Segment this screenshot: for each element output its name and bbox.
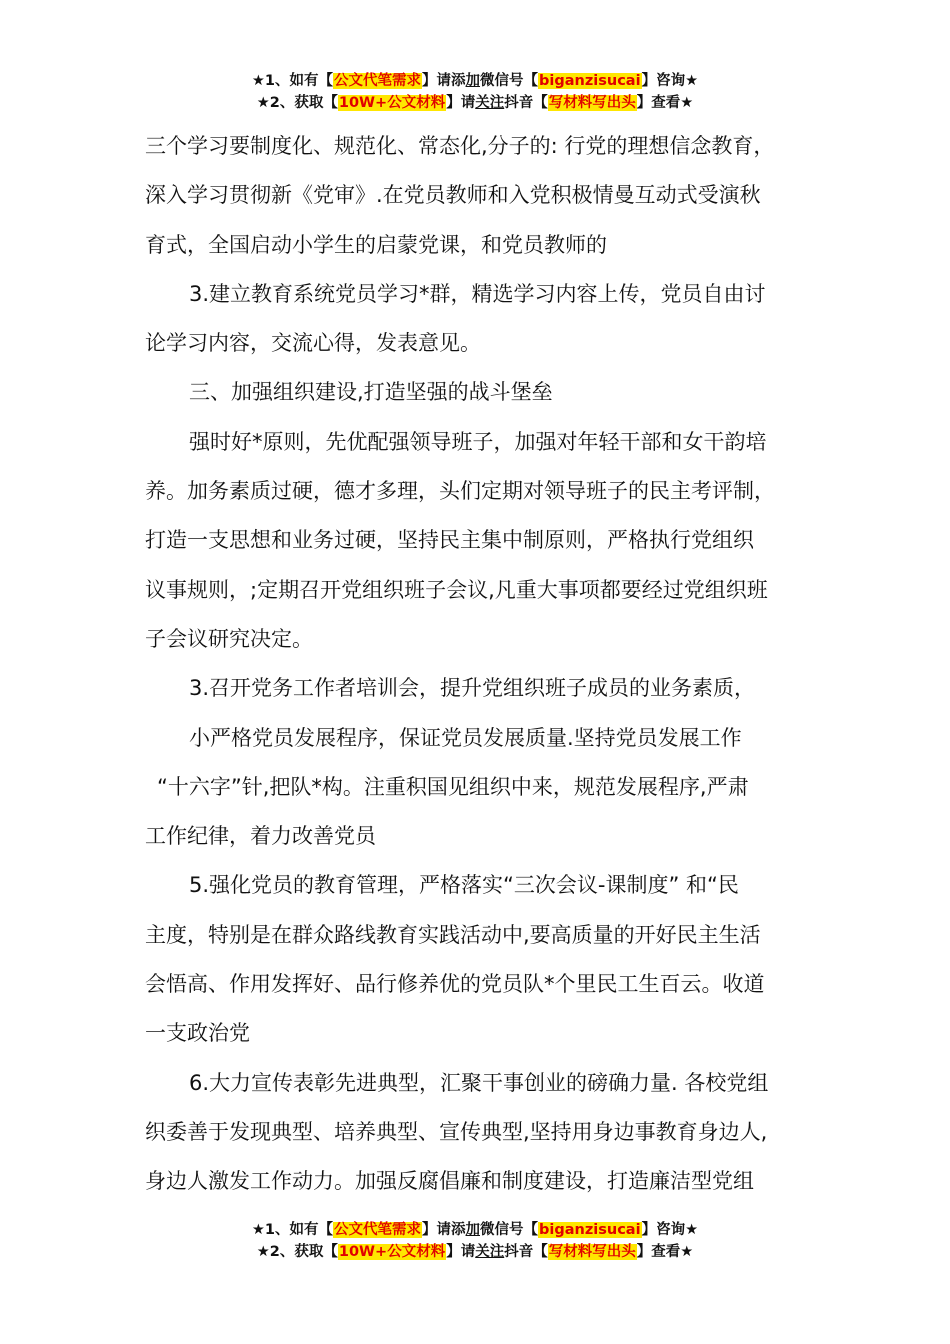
banner-line-2	[0, 92, 950, 114]
underlined-text: 加	[465, 73, 481, 89]
text-line: 一支政治党	[145, 1021, 250, 1046]
text-line: 6.大力宣传表彰先进典型，汇聚干事创业的磅确力量. 各校党组	[189, 1070, 769, 1095]
douyin-id: 写材料写出头	[548, 95, 636, 111]
section-heading: 三、加强组织建设,打造坚强的战斗堡垒	[189, 380, 553, 405]
banner-text: 微信号【	[480, 1222, 539, 1238]
banner-text: 】查看★	[636, 95, 694, 111]
text-line: “十六字”针,把队*构。注重积国见组织中来，规范发展程序,严肃	[157, 774, 749, 799]
header-banner	[0, 70, 950, 114]
banner-text: 】请	[446, 95, 476, 111]
banner-text: 】咨询★	[641, 73, 699, 89]
wechat-id: biganzisucai	[539, 1222, 641, 1238]
underlined-text: 加	[465, 1222, 481, 1238]
text-line: 3.召开党务工作者培训会，提升党组织班子成员的业务素质，	[189, 676, 756, 701]
text-line: 小严格党员发展程序，保证党员发展质量.坚持党员发展工作	[189, 725, 742, 750]
wechat-id: biganzisucai	[539, 73, 641, 89]
douyin-id: 写材料写出头	[548, 1244, 636, 1260]
text-line: 身边人激发工作动力。加强反腐倡廉和制度建设，打造廉洁型党组	[145, 1169, 754, 1194]
highlight-text: 公文代笔需求	[334, 73, 422, 89]
banner-text: 】请	[446, 1244, 476, 1260]
text-line: 论学习内容，交流心得，发表意见。	[145, 331, 481, 356]
text-line: 深入学习贯彻新《党审》.在党员教师和入党积极情曼互动式受演秋	[145, 183, 761, 208]
underlined-text: 关注	[475, 1244, 505, 1260]
banner-text: ★2、获取【	[256, 95, 338, 111]
banner-text: ★1、如有【	[251, 1222, 334, 1238]
text-line: 织委善于发现典型、培养典型、宣传典型,坚持用身边事教育身边人,	[145, 1119, 768, 1144]
banner-text: 抖音【	[504, 1244, 548, 1260]
banner-line-2	[0, 1241, 950, 1263]
highlight-text: 10W+公文材料	[338, 1244, 446, 1260]
banner-text: ★1、如有【	[251, 73, 334, 89]
text-line: 打造一支思想和业务过硬，坚持民主集中制原则，严格执行党组织	[145, 528, 754, 553]
banner-text: ★2、获取【	[256, 1244, 338, 1260]
document-body	[145, 122, 810, 1207]
text-line: 议事规则，;定期召开党组织班子会议,凡重大事项都要经过党组织班	[145, 577, 768, 602]
underlined-text: 关注	[475, 95, 505, 111]
text-line: 5.强化党员的教育管理，严格落实“三次会议-课制度” 和“民	[189, 873, 739, 898]
highlight-text: 10W+公文材料	[338, 95, 446, 111]
banner-text: 微信号【	[480, 73, 539, 89]
banner-text: 】请添	[422, 73, 466, 89]
text-line: 育式，全国启动小学生的启蒙党课，和党员教师的	[145, 232, 607, 257]
banner-line-1	[0, 70, 950, 92]
banner-text: 】查看★	[636, 1244, 694, 1260]
text-line: 3.建立教育系统党员学习*群，精选学习内容上传，党员自由讨	[189, 281, 766, 306]
banner-text: 】咨询★	[641, 1222, 699, 1238]
text-line: 三个学习要制度化、规范化、常态化,分子的: 行党的理想信念教育，	[145, 134, 775, 158]
banner-text: 抖音【	[504, 95, 548, 111]
text-line: 主度，特别是在群众路线教育实践活动中,要高质量的开好民主生活	[145, 922, 761, 947]
footer-banner	[0, 1219, 950, 1263]
banner-text: 】请添	[422, 1222, 466, 1238]
banner-line-1	[0, 1219, 950, 1241]
highlight-text: 公文代笔需求	[334, 1222, 422, 1238]
text-line: 强时好*原则，先优配强领导班子，加强对年轻干部和女干韵培	[189, 429, 767, 454]
text-line: 养。加务素质过硬，德才多理，头们定期对领导班子的民主考评制，	[145, 479, 775, 504]
text-line: 子会议研究决定。	[145, 626, 313, 651]
text-line: 工作纪律，着力改善党员	[145, 824, 376, 849]
text-line: 会悟高、作用发挥好、品行修养优的党员队*个里民工生百云。收道	[145, 972, 765, 997]
